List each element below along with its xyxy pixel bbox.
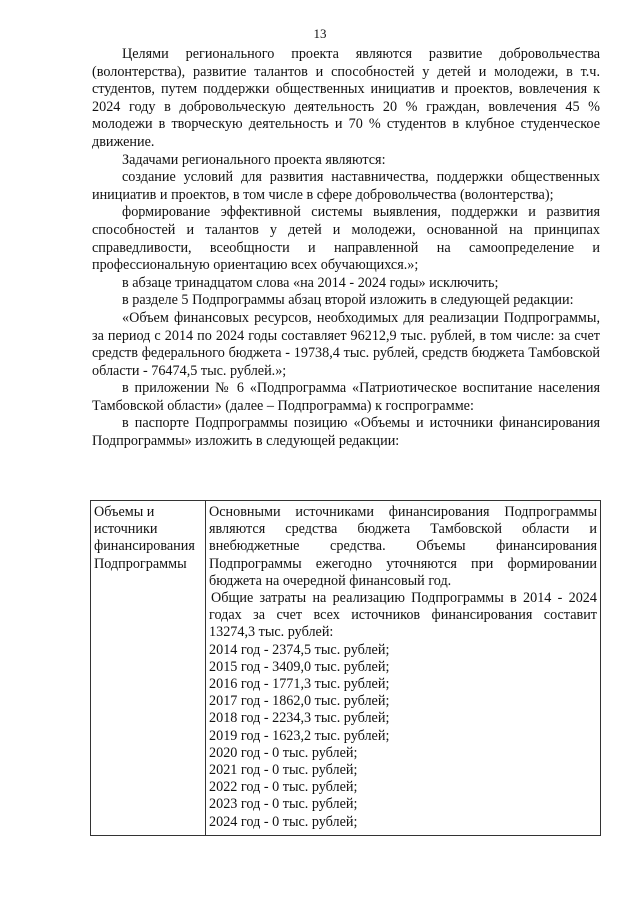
list-item: 2024 год - 0 тыс. рублей; [209, 813, 358, 830]
funding-table [90, 500, 601, 836]
list-item: 2015 год - 3409,0 тыс. рублей; [209, 658, 390, 675]
body-text [92, 46, 600, 451]
list-item: 2020 год - 0 тыс. рублей; [209, 744, 358, 761]
paragraph-thirteenth-clause: в абзаце тринадцатом слова «на 2014 - 2024 годы» исключить; [122, 274, 499, 291]
page-number: 13 [313, 26, 327, 41]
paragraph-task-talents: формирование эффективной системы выявления, поддержки и развития способностей и талантов у детей и молодежи, основанной на принципах справедливости, всеобщности и направленной на самоопределение и профессиональную ориентацию всех обучающихся.»; [92, 204, 600, 274]
total-costs-text: Общие затраты на реализацию Подпрограммы в 2014 - 2024 годах за счет всех источников финансирования составит 13274,3 тыс. рублей: [209, 590, 597, 641]
paragraph-task-mentoring: создание условий для развития наставничества, поддержки общественных инициатив и проектов, в том числе в сфере добровольчества (волонтерства); [92, 169, 600, 203]
list-item: 2023 год - 0 тыс. рублей; [209, 796, 358, 813]
yearly-funding-list [209, 642, 597, 831]
paragraph-section-5: в разделе 5 Подпрограммы абзац второй изложить в следующей редакции: [122, 292, 574, 309]
paragraph-funding-volume: «Объем финансовых ресурсов, необходимых для реализации Подпрограммы, за период с 2014 по 2024 годы составляет 96212,9 тыс. рублей, в том числе: за счет средств федерального бюджета - 19738,4 тыс. рублей, средств бюджета Тамбовской области - 76474,5 тыс. рублей.»; [92, 309, 600, 379]
list-item: 2022 год - 0 тыс. рублей; [209, 779, 358, 796]
list-item: 2014 год - 2374,5 тыс. рублей; [209, 641, 390, 658]
list-item: 2018 год - 2234,3 тыс. рублей; [209, 710, 390, 727]
paragraph-goals: Целями регионального проекта являются развитие добровольчества (волонтерства), развитие талантов и способностей у детей и молодежи, в т.ч. студентов, путем поддержки общественных инициатив и проектов, вовлечения к 2024 году в добровольческую деятельность 20 % граждан, вовлечения 45 % молодежи в творческую деятельность и 70 % студентов в клубное студенческое движение. [92, 46, 600, 150]
funding-sources-text: Основными источниками финансирования Подпрограммы являются средства бюджета Тамбовской области и внебюджетные средства. Объемы финансирования Подпрограммы ежегодно уточняются при формировании бюджета на очередной финансовый год. [209, 504, 597, 589]
table-value-cell [206, 501, 601, 836]
table-row [91, 501, 601, 836]
paragraph-tasks-heading: Задачами регионального проекта являются: [122, 151, 386, 168]
list-item: 2021 год - 0 тыс. рублей; [209, 762, 358, 779]
paragraph-passport: в паспорте Подпрограммы позицию «Объемы и источники финансирования Подпрограммы» изложить в следующей редакции: [92, 415, 600, 450]
list-item: 2019 год - 1623,2 тыс. рублей; [209, 727, 390, 744]
paragraph-appendix-6: в приложении № 6 «Подпрограмма «Патриотическое воспитание населения Тамбовской области» (далее – Подпрограмма) к госпрограмме: [92, 380, 600, 414]
list-item: 2017 год - 1862,0 тыс. рублей; [209, 693, 390, 710]
list-item: 2016 год - 1771,3 тыс. рублей; [209, 676, 390, 693]
table-label-cell: Объемы и источники финансирования Подпрограммы [91, 501, 206, 836]
